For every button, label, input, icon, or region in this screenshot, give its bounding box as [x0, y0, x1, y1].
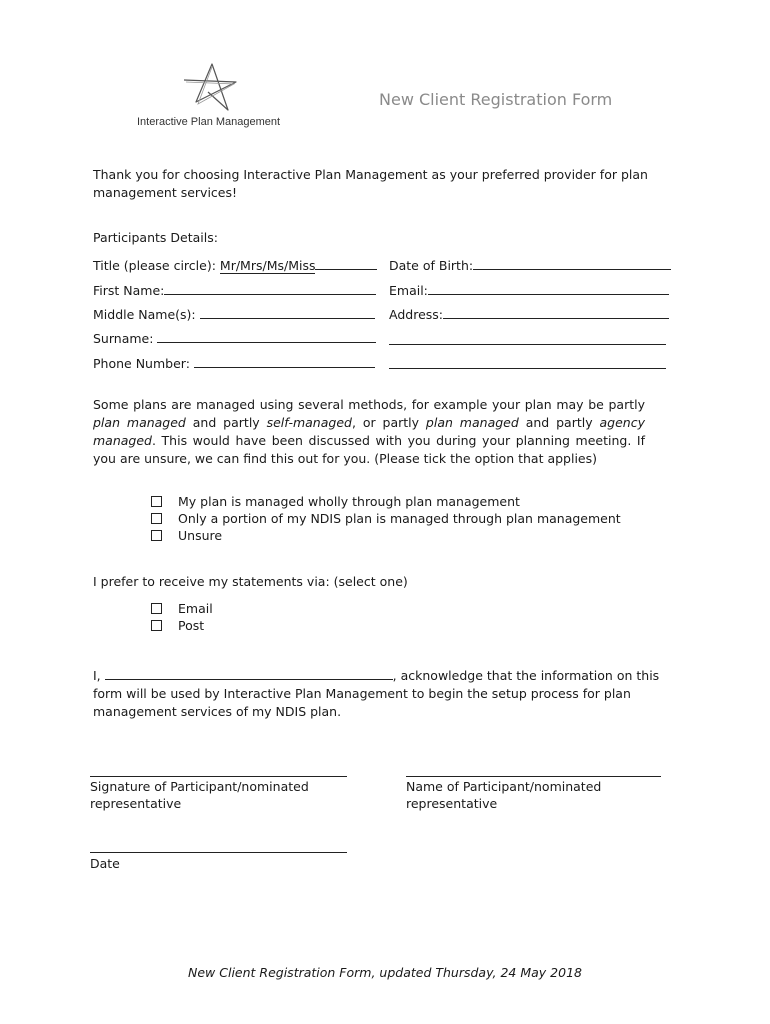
- email-line: [428, 281, 669, 295]
- acknowledgement-name-line[interactable]: [105, 666, 393, 680]
- middle-name-line: [200, 305, 375, 319]
- dob-line: [473, 256, 671, 270]
- participant-name-label: Name of Participant/nominated representative: [406, 779, 602, 811]
- date-label: Date: [90, 856, 120, 871]
- statement-option-post[interactable]: Post: [151, 617, 204, 634]
- title-label: Title (please circle):: [93, 258, 216, 273]
- statements-question: I prefer to receive my statements via: (select one): [93, 574, 408, 589]
- acknowledgement-text: I, , acknowledge that the information on this form will be used by Interactive Plan Management to begin the setup process for plan management services of my NDIS plan.: [93, 668, 660, 719]
- signature-line[interactable]: [90, 776, 347, 777]
- phone-field[interactable]: [93, 354, 375, 372]
- date-line[interactable]: [90, 852, 347, 853]
- star-logo-icon: [178, 62, 242, 114]
- checkbox[interactable]: [151, 513, 162, 524]
- intro-text: Thank you for choosing Interactive Plan Management as your preferred provider for plan management services!: [93, 167, 648, 200]
- phone-label: Phone Number:: [93, 356, 190, 371]
- address-line-2[interactable]: [389, 344, 666, 345]
- participants-heading: Participants Details:: [93, 230, 218, 245]
- dob-field[interactable]: [389, 256, 671, 274]
- email-label: Email:: [389, 283, 428, 298]
- surname-line: [157, 329, 376, 343]
- statement-option-email[interactable]: Email: [151, 600, 213, 617]
- address-field[interactable]: [389, 305, 669, 323]
- org-logo-text: Interactive Plan Management: [137, 116, 281, 128]
- first-name-line: [164, 281, 376, 295]
- checkbox[interactable]: [151, 496, 162, 507]
- surname-field[interactable]: [93, 329, 376, 347]
- address-label: Address:: [389, 307, 443, 322]
- address-line-3[interactable]: [389, 368, 666, 369]
- title-field: [93, 256, 377, 274]
- checkbox[interactable]: [151, 620, 162, 631]
- participant-name-line[interactable]: [406, 776, 661, 777]
- plan-management-paragraph: Some plans are managed using several methods, for example your plan may be partly plan managed and partly self-managed, or partly plan managed and partly agency managed. This would have been discussed with you during your planning meeting. If you are unsure, we can find this out for you. (Please tick the option that applies): [93, 397, 645, 466]
- plan-option-unsure[interactable]: Unsure: [151, 527, 222, 544]
- footer-text: New Client Registration Form, updated Thursday, 24 May 2018: [188, 965, 582, 980]
- plan-option-portion[interactable]: Only a portion of my NDIS plan is managed through plan management: [151, 510, 621, 527]
- dob-label: Date of Birth:: [389, 258, 474, 273]
- form-title: New Client Registration Form: [379, 90, 613, 109]
- checkbox[interactable]: [151, 603, 162, 614]
- title-options[interactable]: Mr/Mrs/Ms/Miss: [219, 258, 316, 273]
- title-line: [315, 256, 377, 270]
- first-name-label: First Name:: [93, 283, 165, 298]
- surname-label: Surname:: [93, 331, 154, 346]
- plan-option-wholly[interactable]: My plan is managed wholly through plan management: [151, 493, 520, 510]
- middle-name-label: Middle Name(s):: [93, 307, 196, 322]
- address-line: [443, 305, 669, 319]
- email-field[interactable]: [389, 281, 669, 299]
- checkbox[interactable]: [151, 530, 162, 541]
- phone-line: [194, 354, 375, 368]
- first-name-field[interactable]: [93, 281, 376, 299]
- middle-name-field[interactable]: [93, 305, 375, 323]
- signature-label: Signature of Participant/nominated representative: [90, 779, 309, 811]
